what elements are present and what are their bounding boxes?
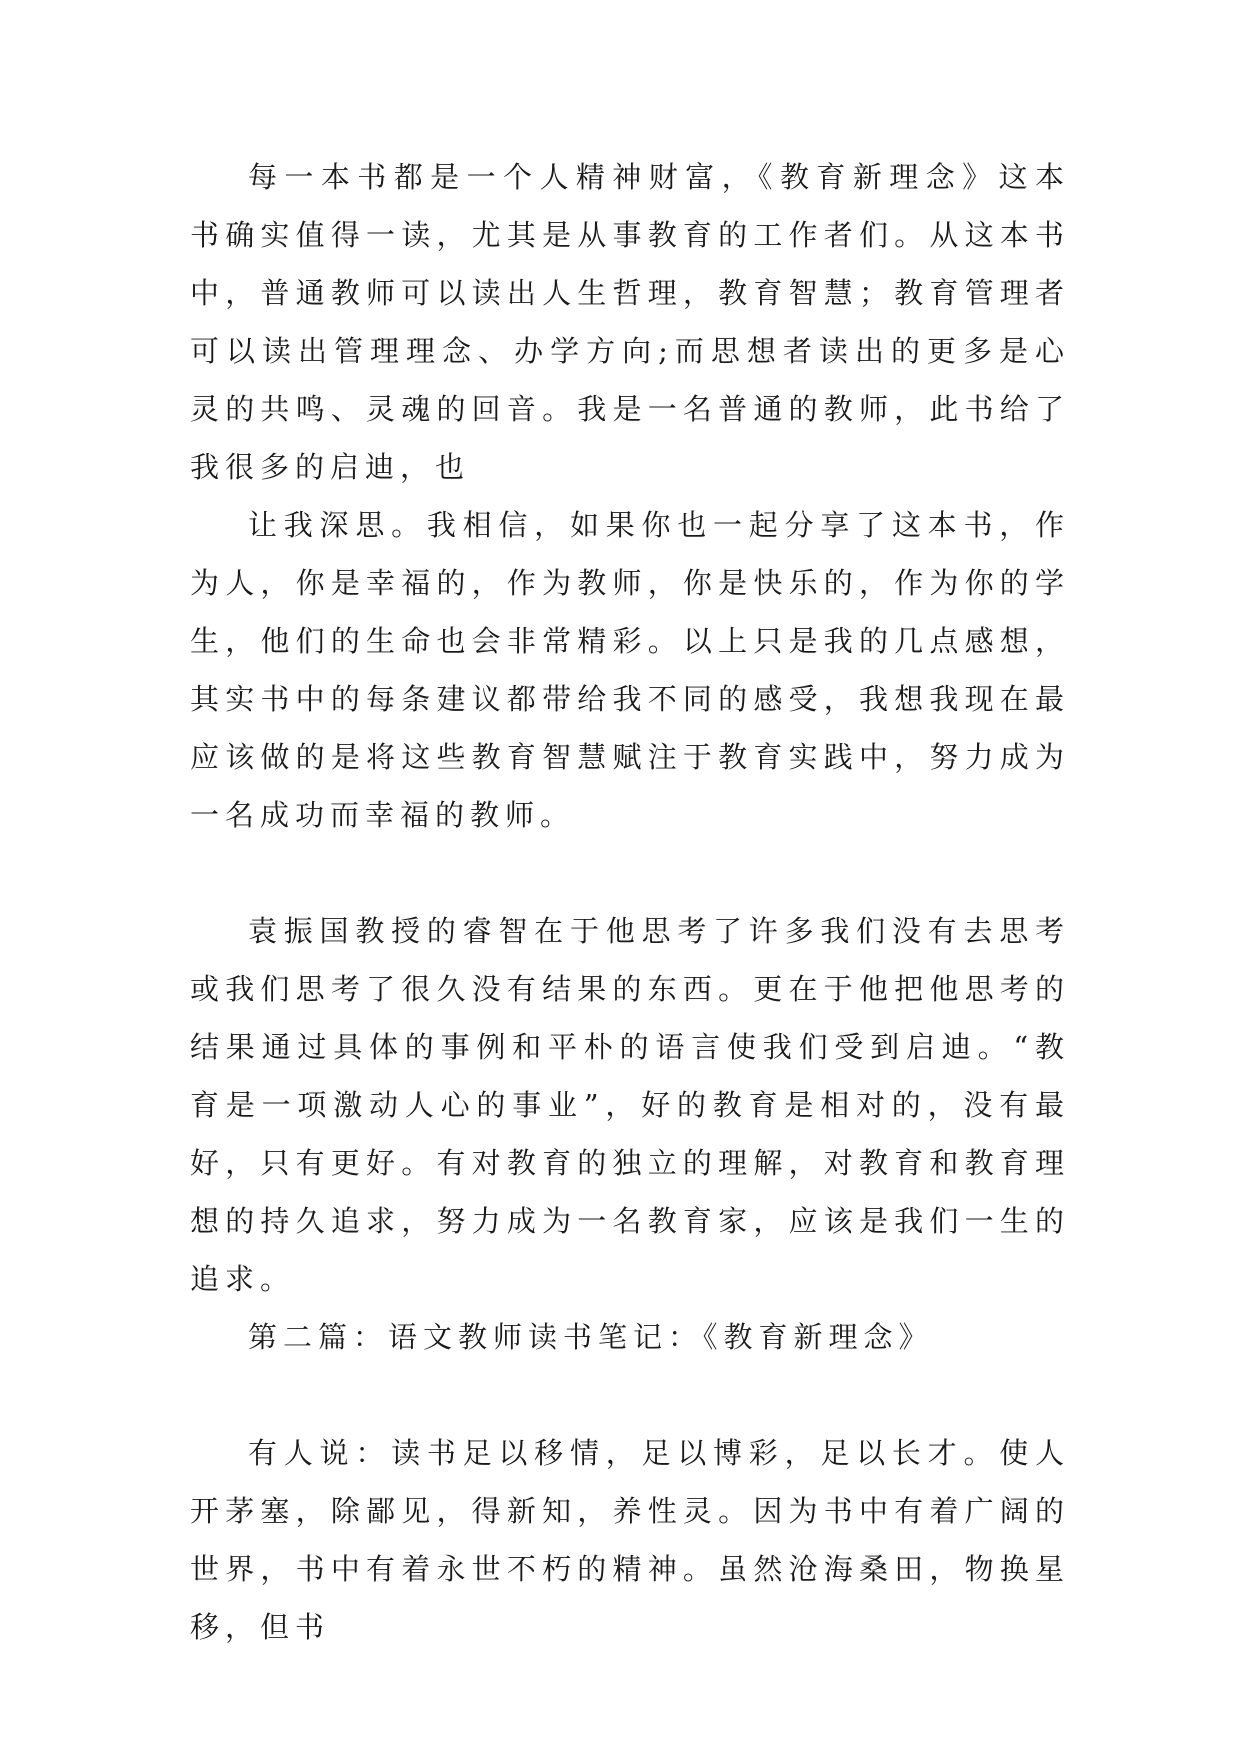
document-body <box>190 148 1070 1656</box>
paragraph-4: 有人说：读书足以移情，足以博彩，足以长才。使人开茅塞，除鄙见，得新知，养性灵。因为书中有着广阔的世界，书中有着永世不朽的精神。虽然沧海桑田，物换星移，但书 <box>190 1436 1070 1644</box>
paragraph-2: 让我深思。我相信，如果你也一起分享了这本书，作为人，你是幸福的，作为教师，你是快乐的，作为你的学生，他们的生命也会非常精彩。以上只是我的几点感想，其实书中的每条建议都带给我不同的感受，我想我现在最应该做的是将这些教育智慧赋注于教育实践中，努力成为一名成功而幸福的教师。 <box>190 508 1070 832</box>
paragraph-1: 每一本书都是一个人精神财富，《教育新理念》这本书确实值得一读，尤其是从事教育的工作者们。从这本书中，普通教师可以读出人生哲理，教育智慧；教育管理者可以读出管理理念、办学方向;而思想者读出的更多是心灵的共鸣、灵魂的回音。我是一名普通的教师，此书给了我很多的启迪，也 <box>190 160 1070 484</box>
paragraph-gap <box>190 844 1070 902</box>
paragraph-gap <box>190 1366 1070 1424</box>
paragraph-3: 袁振国教授的睿智在于他思考了许多我们没有去思考或我们思考了很久没有结果的东西。更在于他把他思考的结果通过具体的事例和平朴的语言使我们受到启迪。“教育是一项激动人心的事业”，好的教育是相对的，没有最好，只有更好。有对教育的独立的理解，对教育和教育理想的持久追求，努力成为一名教育家，应该是我们一生的追求。 <box>190 914 1070 1296</box>
section-heading: 第二篇：语文教师读书笔记：《教育新理念》 <box>248 1320 934 1354</box>
